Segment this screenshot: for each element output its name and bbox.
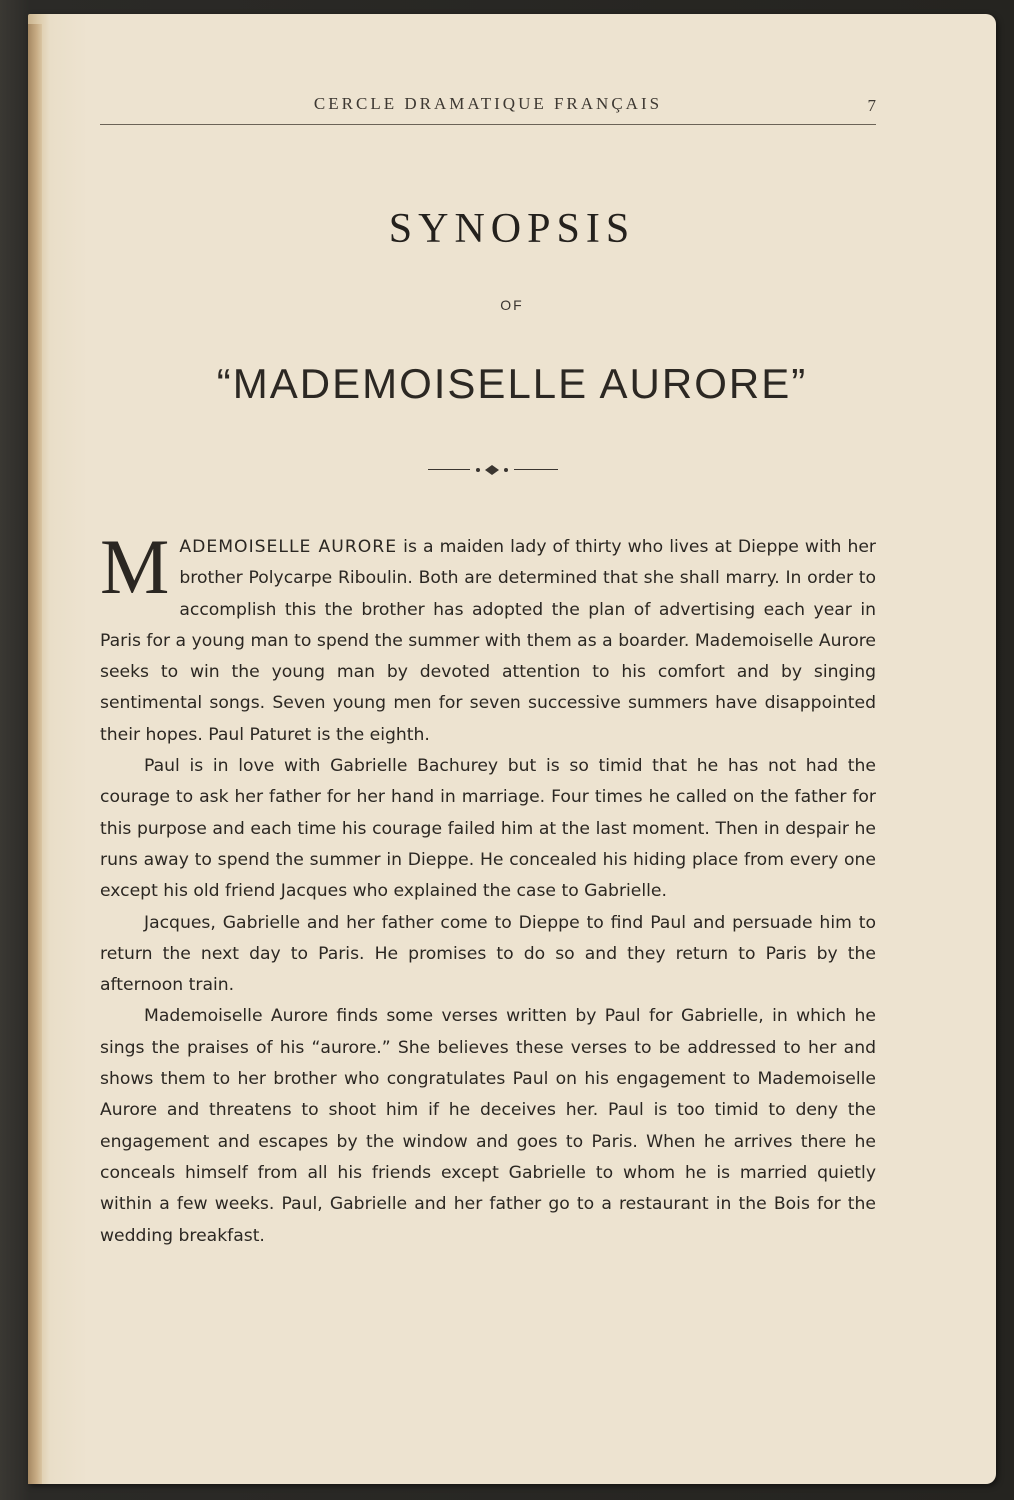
drop-cap: M (100, 523, 170, 610)
running-title: CERCLE DRAMATIQUE FRANÇAIS (313, 94, 663, 113)
page-subtitle: OF (500, 297, 524, 313)
paragraph-3: Jacques, Gabrielle and her father come to Dieppe to find Paul and persuade him to return the next day to Paris. He promises to do so and they return to Paris by the afternoon train. (100, 912, 876, 996)
running-header (100, 90, 876, 125)
play-title: “MADEMOISELLE AURORE” (216, 360, 808, 407)
ornament-divider-icon (428, 462, 558, 478)
first-word: ADEMOISELLE AURORE (179, 537, 398, 557)
paragraph-1 (100, 523, 876, 751)
paragraph-4: Mademoiselle Aurore finds some verses written by Paul for Gabrielle, in which he sings the praises of his “aurore.” She believes these verses to be addressed to her and shows them to her brother who congratulates Paul on his engagement to Mademoiselle Aurore and threatens to shoot him if he deceives her. Paul is too timid to deny the engagement and escapes by the window and goes to Paris. When he arrives there he conceals himself from all his friends except Gabrielle to whom he is married quietly within a few weeks. Paul, Gabrielle and her father go to a restaurant in the Bois for the wedding breakfast. (100, 1006, 876, 1246)
page-title: SYNOPSIS (388, 206, 636, 252)
paragraph-2: Paul is in love with Gabrielle Bachurey but is so timid that he has not had the courage to ask her father for her hand in marriage. Four times he called on the father for this purpose and each time his courage failed him at the last moment. Then in despair he runs away to spend the summer in Dieppe. He concealed his hiding place from every one except his old friend Jacques who explained the case to Gabrielle. (100, 756, 876, 902)
page-number: 7 (867, 96, 876, 115)
paragraph-1-text: is a maiden lady of thirty who lives at Dieppe with her brother Polycarpe Riboulin. Both are determined that she shall marry. In order to accomplish this the brother has adopted the plan of advertising each year in Paris for a young man to spend the summer with them as a boarder. Mademoiselle Aurore seeks to win the young man by devoted attention to his comfort and by singing sentimental songs. Seven young men for seven successive summers have disappointed their hopes. Paul Paturet is the eighth. (100, 537, 876, 745)
synopsis-body (100, 523, 876, 1252)
